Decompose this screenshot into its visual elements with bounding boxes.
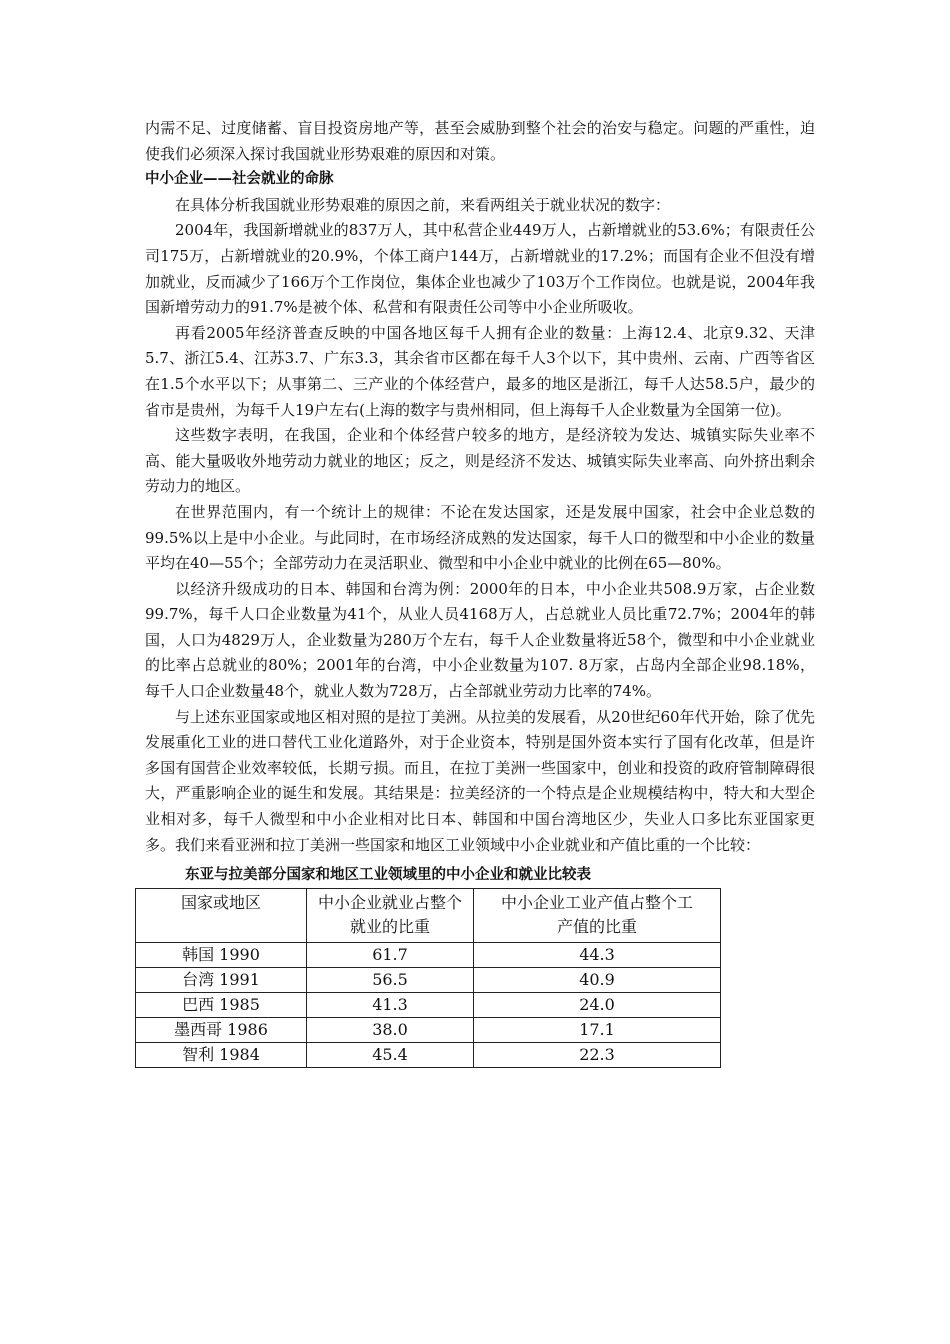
- cell-output: 44.3: [474, 943, 721, 968]
- paragraph-intro: 内需不足、过度储蓄、盲目投资房地产等，甚至会威胁到整个社会的治安与稳定。问题的严重性，迫使我们必须深入探讨我国就业形势艰难的原因和对策。: [145, 119, 815, 163]
- header-employment-share: 中小企业就业占整个就业的比重: [307, 889, 474, 943]
- cell-region: 巴西 1985: [136, 993, 307, 1018]
- table-row: [136, 968, 721, 993]
- cell-output: 22.3: [474, 1043, 721, 1068]
- paragraph-3: 再看2005年经济普查反映的中国各地区每千人拥有企业的数量：上海12.4、北京9.32、天津5.7、浙江5.4、江苏3.7、广东3.3，其余省市区都在每千人3个以下，其中贵州、云南、广西等省区在1.5个水平以下；从事第二、三产业的个体经营户，最多的地区是浙江，每千人达58.5户，最少的省市是贵州，为每千人19户左右(上海的数字与贵州相同，但上海每千人企业数量为全国第一位)。: [145, 323, 815, 419]
- cell-employment: 45.4: [307, 1043, 474, 1068]
- cell-employment: 38.0: [307, 1018, 474, 1043]
- cell-employment: 61.7: [307, 943, 474, 968]
- paragraph-6: 以经济升级成功的日本、韩国和台湾为例：2000年的日本，中小企业共508.9万家，占企业数99.7%，每千人口企业数量为41个，从业人员4168万人，占总就业人员比重72.7%；2004年的韩国，人口为4829万人，企业数量为280万个左右，每千人企业数量将近58个，微型和中小企业就业的比率占总就业的80%；2001年的台湾，中小企业数量为107. 8万家，占岛内全部企业98.18%，每千人口企业数量48个，就业人数为728万，占全部就业劳动力比率的74%。: [145, 579, 816, 701]
- cell-region: 智利 1984: [136, 1043, 307, 1068]
- cell-region: 台湾 1991: [136, 968, 307, 993]
- cell-region: 韩国 1990: [136, 943, 307, 968]
- cell-region: 墨西哥 1986: [136, 1018, 307, 1043]
- table-row: [136, 1018, 721, 1043]
- table-row: [136, 943, 721, 968]
- header-output-share: [474, 889, 721, 943]
- paragraph-4: 这些数字表明，在我国，企业和个体经营户较多的地方，是经济较为发达、城镇实际失业率不高、能大量吸收外地劳动力就业的地区；反之，则是经济不发达、城镇实际失业率高、向外挤出剩余劳动力的地区。: [145, 426, 815, 496]
- header-region: 国家或地区: [136, 889, 307, 943]
- table-row: [136, 993, 721, 1018]
- header-output-share-line2: 产值的比重: [556, 917, 637, 937]
- cell-employment: 56.5: [307, 968, 474, 993]
- table-title: 东亚与拉美部分国家和地区工业领域里的中小企业和就业比较表: [185, 867, 591, 884]
- table-row: [136, 1043, 721, 1068]
- comparison-table: [135, 888, 721, 1068]
- cell-output: 17.1: [474, 1018, 721, 1043]
- paragraph-1: 在具体分析我国就业形势艰难的原因之前，来看两组关于就业状况的数字：: [175, 195, 671, 214]
- cell-output: 40.9: [474, 968, 721, 993]
- section-heading: 中小企业——社会就业的命脉: [145, 171, 334, 188]
- paragraph-2: 2004年，我国新增就业的837万人，其中私营企业449万人，占新增就业的53.6%；有限责任公司175万，占新增就业的20.9%，个体工商户144万，占新增就业的17.2%；而国有企业不但没有增加就业，反而减少了166万个工作岗位，集体企业也减少了103万个工作岗位。也就是说，2004年我国新增劳动力的91.7%是被个体、私营和有限责任公司等中小企业所吸收。: [145, 221, 815, 317]
- paragraph-7: 与上述东亚国家或地区相对照的是拉丁美洲。从拉美的发展看，从20世纪60年代开始，除了优先发展重化工业的进口替代工业化道路外，对于企业资本，特别是国外资本实行了国有化改革，但是许多国有国营企业效率较低，长期亏损。而且，在拉丁美洲一些国家中，创业和投资的政府管制障碍很大，严重影响企业的诞生和发展。其结果是：拉美经济的一个特点是企业规模结构中，特大和大型企业相对多，每千人微型和中小企业相对比日本、韩国和中国台湾地区少，失业人口多比东亚国家更多。我们来看亚洲和拉丁美洲一些国家和地区工业领域中小企业就业和产值比重的一个比较：: [145, 707, 815, 854]
- paragraph-5: 在世界范围内，有一个统计上的规律：不论在发达国家，还是发展中国家，社会中企业总数的99.5%以上是中小企业。与此同时，在市场经济成熟的发达国家，每千人口的微型和中小企业的数量平均在40—55个；全部劳动力在灵活职业、微型和中小企业中就业的比例在65—80%。: [145, 502, 815, 573]
- header-output-share-line1: 中小企业工业产值占整个工: [500, 893, 693, 913]
- table-header-row: [136, 889, 721, 943]
- cell-employment: 41.3: [307, 993, 474, 1018]
- document-page: [145, 116, 815, 1068]
- cell-output: 24.0: [474, 993, 721, 1018]
